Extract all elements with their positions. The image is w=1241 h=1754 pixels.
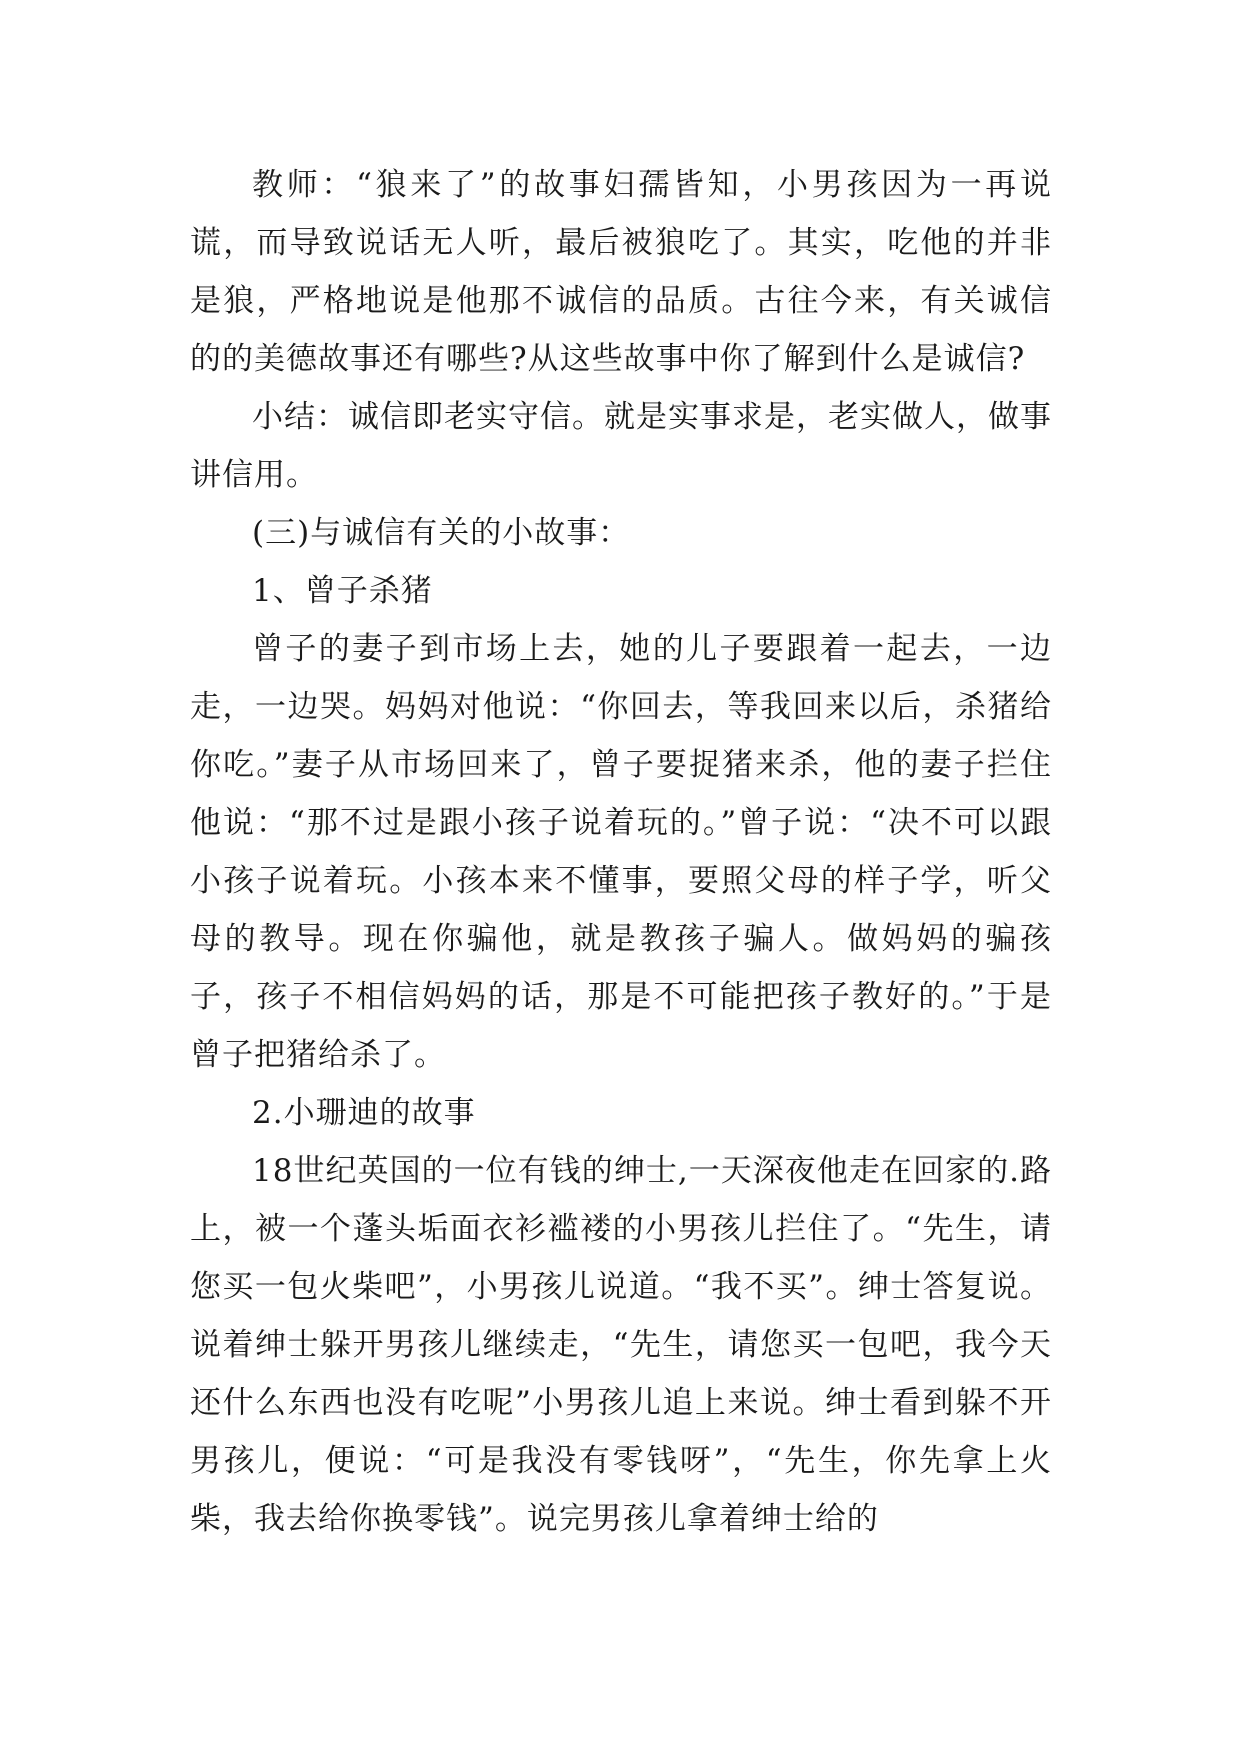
- section-heading-integrity-stories: (三)与诚信有关的小故事：: [252, 515, 631, 551]
- document-page: [190, 156, 1052, 1548]
- story-title-zengzi: 1、曾子杀猪: [252, 573, 433, 609]
- paragraph-teacher-wolf-story: 教师：“狼来了”的故事妇孺皆知，小男孩因为一再说谎，而导致说话无人听，最后被狼吃了。其实，吃他的并非是狼，严格地说是他那不诚信的品质。古往今来，有关诚信的的美德故事还有哪些?从这些故事中你了解到什么是诚信?: [190, 167, 1052, 377]
- paragraph-summary: 小结：诚信即老实守信。就是实事求是，老实做人，做事讲信用。: [190, 399, 1052, 493]
- paragraph-sandy-story: 18世纪英国的一位有钱的绅士,一天深夜他走在回家的.路上，被一个蓬头垢面衣衫褴褛的小男孩儿拦住了。“先生，请您买一包火柴吧”，小男孩儿说道。“我不买”。绅士答复说。说着绅士躲开男孩儿继续走，“先生，请您买一包吧，我今天还什么东西也没有吃呢”小男孩儿追上来说。绅士看到躲不开男孩儿，便说：“可是我没有零钱呀”，“先生，你先拿上火柴，我去给你换零钱”。说完男孩儿拿着绅士给的: [190, 1153, 1052, 1537]
- story-title-sandy: 2.小珊迪的故事: [252, 1095, 476, 1131]
- paragraph-zengzi-story: 曾子的妻子到市场上去，她的儿子要跟着一起去，一边走，一边哭。妈妈对他说：“你回去，等我回来以后，杀猪给你吃。”妻子从市场回来了，曾子要捉猪来杀，他的妻子拦住他说：“那不过是跟小孩子说着玩的。”曾子说：“决不可以跟小孩子说着玩。小孩本来不懂事，要照父母的样子学，听父母的教导。现在你骗他，就是教孩子骗人。做妈妈的骗孩子，孩子不相信妈妈的话，那是不可能把孩子教好的。”于是曾子把猪给杀了。: [190, 631, 1052, 1073]
